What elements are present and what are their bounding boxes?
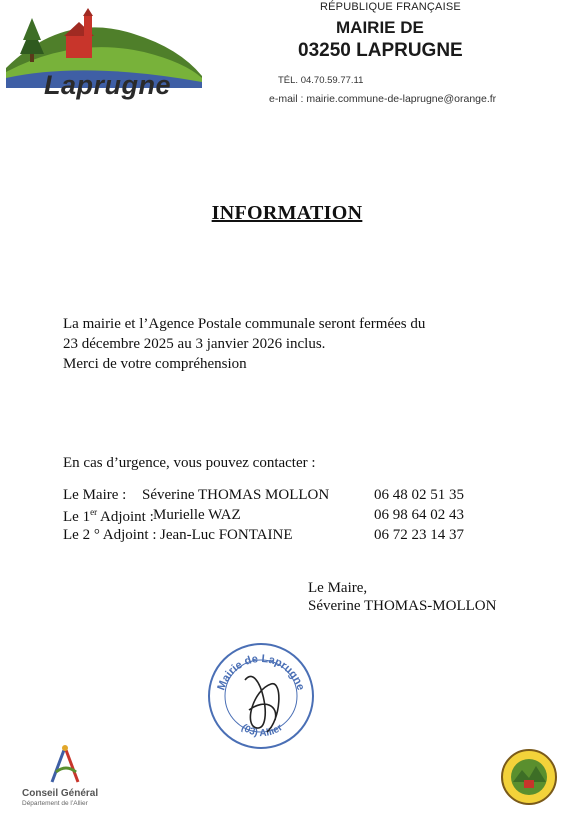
conseil-general-label: Conseil Général xyxy=(22,788,99,799)
email-line: e-mail : mairie.commune-de-laprugne@orange.fr xyxy=(269,93,497,105)
mairie-stamp xyxy=(205,640,317,752)
signature-title: Le Maire, xyxy=(308,580,368,596)
montagne-bourbonnaise-seal xyxy=(500,748,558,806)
urgence-line: En cas d’urgence, vous pouvez contacter : xyxy=(63,455,316,471)
contact-name: Séverine THOMAS MOLLON xyxy=(142,487,330,503)
logo-wordmark: Laprugne xyxy=(44,70,172,100)
contact-role: Le 2 ° Adjoint : xyxy=(63,527,157,543)
stamp-text-bottom: (03) Allier xyxy=(239,722,285,740)
stamp-text-top: Mairie de Laprugne xyxy=(215,652,307,692)
departement-label: Département de l’Allier xyxy=(22,800,88,807)
notice-line-1: La mairie et l’Agence Postale communale seront fermées du xyxy=(63,316,426,332)
contact-role: Le 1er Adjoint : xyxy=(63,507,154,525)
contact-phone: 06 72 23 14 37 xyxy=(374,527,464,543)
mairie-heading-line2: 03250 LAPRUGNE xyxy=(298,40,463,61)
republique-label: RÉPUBLIQUE FRANÇAISE xyxy=(320,1,461,13)
contact-phone: 06 98 64 02 43 xyxy=(374,507,464,523)
contact-phone: 06 48 02 51 35 xyxy=(374,487,464,503)
notice-line-3: Merci de votre compréhension xyxy=(63,356,247,372)
mairie-heading-line1: MAIRIE DE xyxy=(336,18,424,37)
handwritten-signature xyxy=(245,676,279,732)
page-title: INFORMATION xyxy=(211,202,363,224)
svg-text:Mairie de Laprugne xyxy=(215,653,306,692)
telephone-line: TÉL. 04.70.59.77.11 xyxy=(278,75,364,86)
contact-name: Jean-Luc FONTAINE xyxy=(160,527,293,543)
signature-name: Séverine THOMAS-MOLLON xyxy=(308,598,497,614)
contact-role: Le Maire : xyxy=(63,487,127,503)
contact-name: Murielle WAZ xyxy=(153,507,241,523)
notice-line-2: 23 décembre 2025 au 3 janvier 2026 inclus. xyxy=(63,336,326,352)
